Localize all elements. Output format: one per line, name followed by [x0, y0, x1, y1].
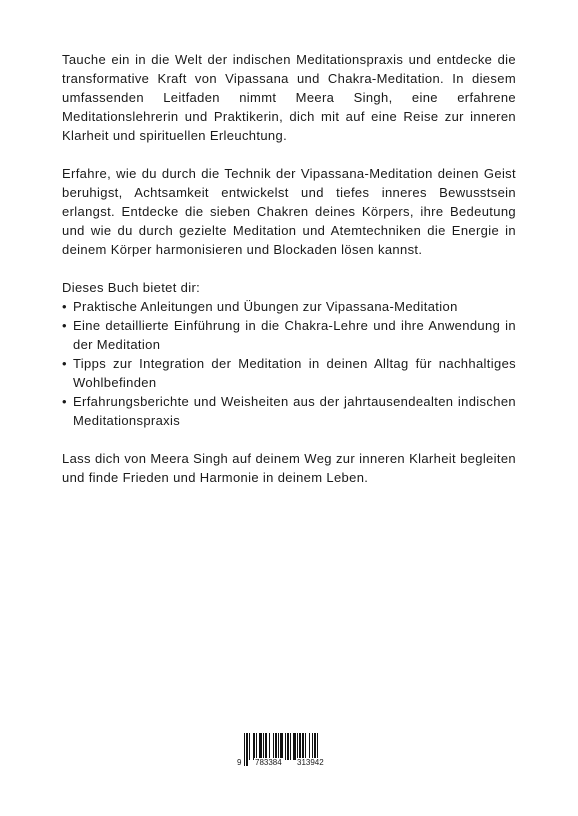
barcode-bar	[285, 733, 286, 760]
barcode-group-right: 313942	[297, 758, 324, 767]
barcode-bar	[256, 733, 257, 760]
list-item: • Erfahrungsberichte und Weisheiten aus der jahrtausendealten indischen Meditationspraxis	[62, 392, 516, 430]
barcode-bar	[305, 733, 306, 760]
barcode-bar	[312, 733, 313, 760]
barcode-bar	[244, 733, 245, 766]
isbn-barcode	[236, 733, 340, 767]
barcode-bar	[287, 733, 289, 760]
barcode-bar	[309, 733, 310, 760]
barcode-bar	[253, 733, 255, 760]
barcode-group-left: 783384	[255, 758, 282, 767]
barcode-bar	[265, 733, 267, 760]
barcode-bar	[302, 733, 304, 760]
barcode-bar	[297, 733, 298, 760]
barcode-bar	[293, 733, 296, 760]
list-item: • Tipps zur Integration der Meditation in deinen Alltag für nachhaltiges Wohlbefinden	[62, 354, 516, 392]
description-paragraph-2: Erfahre, wie du durch die Technik der Vipassana-Meditation deinen Geist beruhigst, Achtsamkeit entwickelst und tiefes inneres Bewusstsein erlangst. Entdecke die sieben Chakren deines Körpers, ihre Bedeutung und wie du durch gezielte Meditation und Atemtechniken die Energie in deinem Körper harmonisieren und Blockaden lösen kannst.	[62, 166, 516, 257]
back-cover-text	[62, 50, 516, 506]
barcode-bar	[259, 733, 262, 760]
feature-list	[62, 297, 516, 430]
description-paragraph-1: Tauche ein in die Welt der indischen Meditationspraxis und entdecke die transformative Kraft von Vipassana und Chakra-Meditation. In diesem umfassenden Leitfaden nimmt Meera Singh, eine erfahrene Meditationslehrerin und Praktikerin, dich mit auf eine Reise zur inneren Klarheit und spirituellen Erleuchtung.	[62, 52, 516, 143]
list-item: • Eine detaillierte Einführung in die Chakra-Lehre und ihre Anwendung in der Meditation	[62, 316, 516, 354]
barcode-bar	[249, 733, 250, 760]
closing-paragraph: Lass dich von Meera Singh auf deinem Weg zur inneren Klarheit begleiten und finde Frieden und Harmonie in deinem Leben.	[62, 451, 516, 485]
barcode-digit-first: 9	[237, 758, 242, 767]
list-item: • Praktische Anleitungen und Übungen zur Vipassana-Meditation	[62, 297, 516, 316]
barcode-bar	[278, 733, 279, 760]
barcode-bar	[263, 733, 264, 760]
barcode-bar	[269, 733, 270, 760]
barcode-bar	[290, 733, 291, 760]
list-intro: Dieses Buch bietet dir:	[62, 280, 201, 295]
barcode-bar	[275, 733, 277, 760]
barcode-bar	[246, 733, 248, 766]
barcode-bar	[273, 733, 274, 760]
barcode-bar	[299, 733, 301, 760]
